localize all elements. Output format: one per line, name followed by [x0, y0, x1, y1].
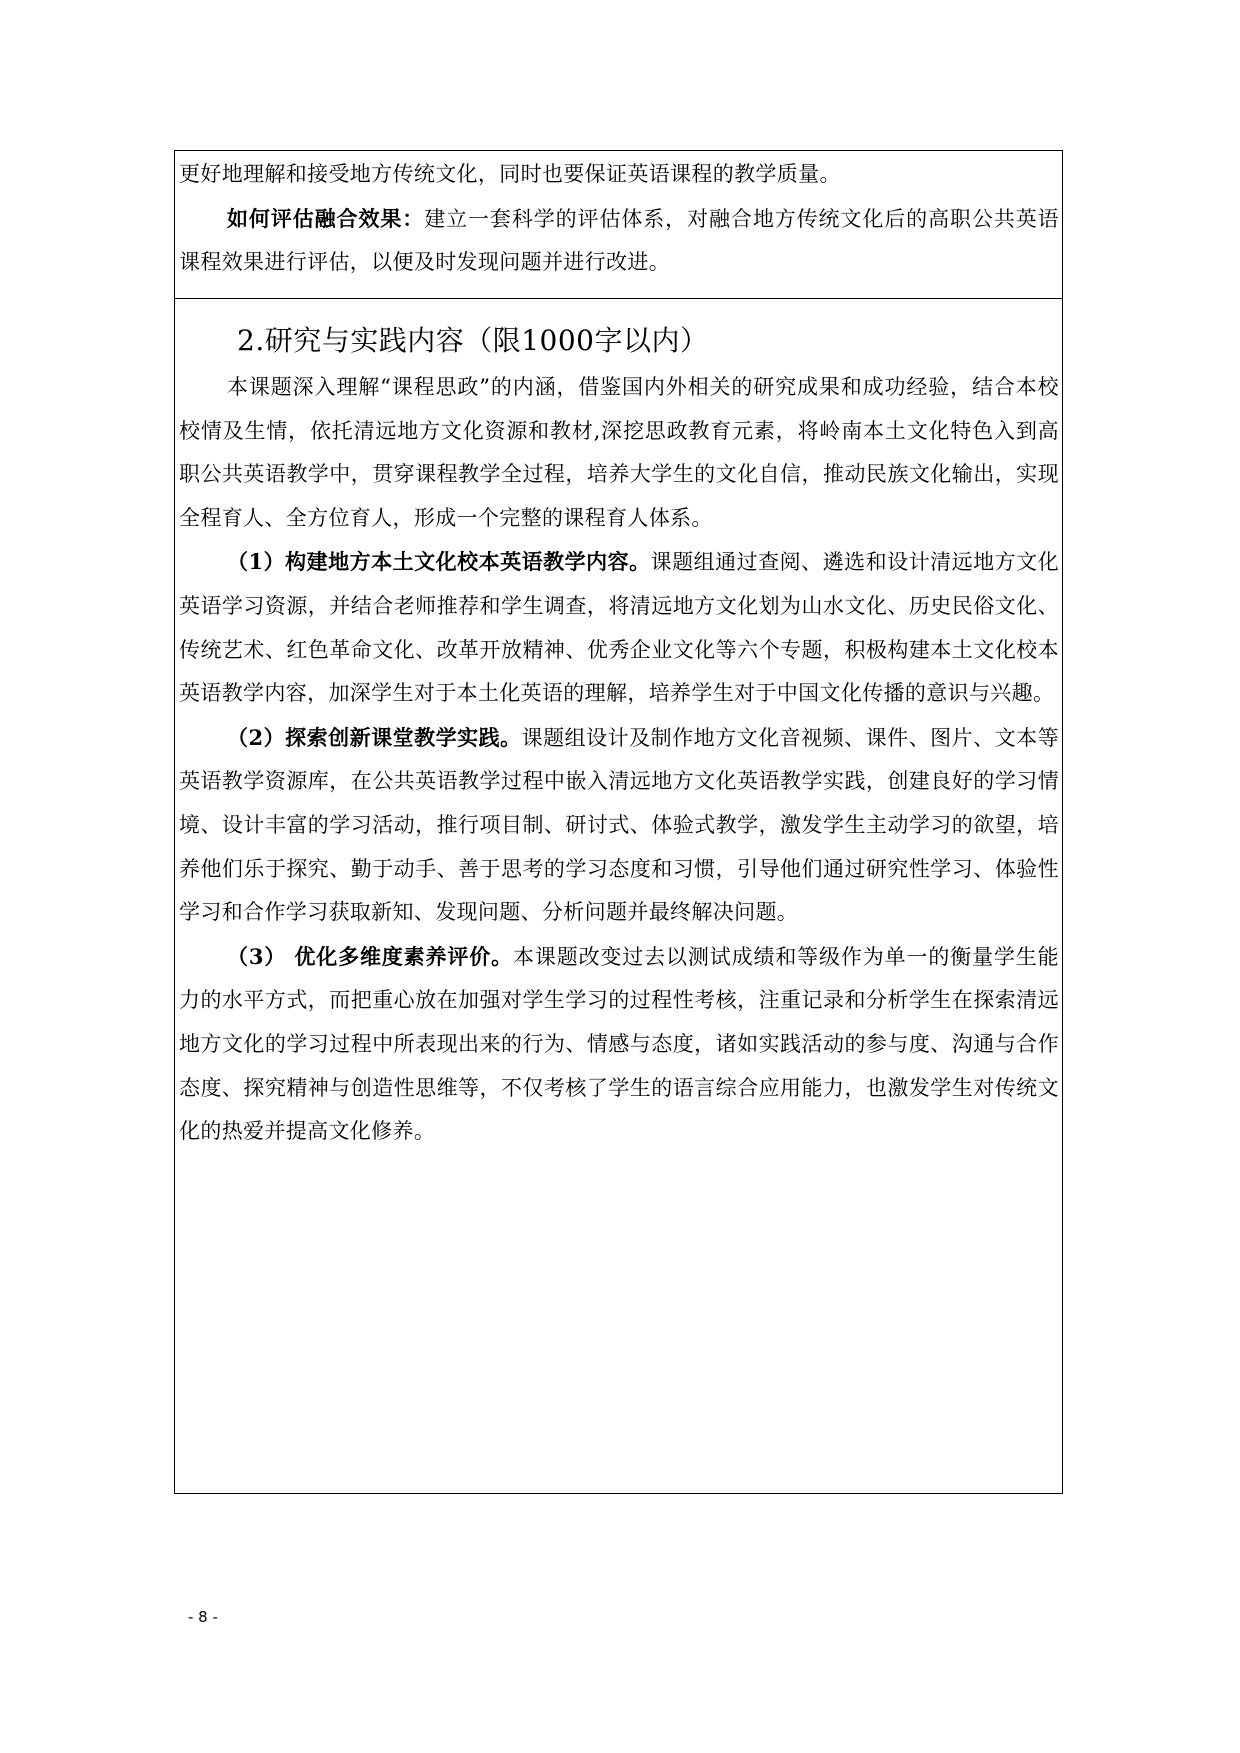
- item-3-text: 本课题改变过去以测试成绩和等级作为单一的衡量学生能力的水平方式，而把重心放在加强对学生学习的过程性考核，注重记录和分析学生在探索清远地方文化的学习过程中所表现出来的行为、情感与态度，诸如实践活动的参与度、沟通与合作态度、探究精神与创造性思维等，不仅考核了学生的语言综合应用能力，也激发学生对传统文化的热爱并提高文化修养。: [179, 944, 1059, 1144]
- paragraph-continued: 更好地理解和接受地方传统文化，同时也要保证英语课程的教学质量。: [179, 162, 841, 186]
- cell-text-block: [179, 366, 1059, 1154]
- evaluation-heading: 如何评估融合效果：: [227, 205, 425, 231]
- paragraph-item-2: [179, 716, 1059, 935]
- item-3-heading: （3） 优化多维度素养评价。: [227, 943, 513, 969]
- form-table: [174, 150, 1063, 1494]
- table-cell-research-content: [175, 299, 1062, 1493]
- paragraph-item-3: [179, 935, 1059, 1154]
- page-number: - 8 -: [188, 1608, 218, 1626]
- cell-text-block: [179, 153, 1059, 285]
- paragraph-item-1: [179, 540, 1059, 715]
- item-1-text: 课题组通过查阅、遴选和设计清远地方文化英语学习资源，并结合老师推荐和学生调查，将清远地方文化划为山水文化、历史民俗文化、传统艺术、红色革命文化、改革开放精神、优秀企业文化等六个专题，积极构建本土文化校本英语教学内容，加深学生对于本土化英语的理解，培养学生对于中国文化传播的意识与兴趣。: [179, 550, 1059, 706]
- section-title: 2.研究与实践内容（限1000字以内）: [237, 324, 709, 357]
- paragraph-intro: 本课题深入理解“课程思政”的内涵，借鉴国内外相关的研究成果和成功经验，结合本校校情及生情，依托清远地方文化资源和教材,深挖思政教育元素，将岭南本土文化特色入到高职公共英语教学中，贯穿课程教学全过程，培养大学生的文化自信，推动民族文化输出，实现全程育人、全方位育人，形成一个完整的课程育人体系。: [179, 375, 1059, 530]
- evaluation-text: 建立一套科学的评估体系，对融合地方传统文化后的高职公共英语课程效果进行评估，以便及时发现问题并进行改进。: [179, 206, 1059, 275]
- table-cell-previous-content: [175, 151, 1062, 299]
- item-2-text: 课题组设计及制作地方文化音视频、课件、图片、文本等英语教学资源库，在公共英语教学过程中嵌入清远地方文化英语教学实践，创建良好的学习情境、设计丰富的学习活动，推行项目制、研讨式、体验式教学，激发学生主动学习的欲望，培养他们乐于探究、勤于动手、善于思考的学习态度和习惯，引导他们通过研究性学习、体验性学习和合作学习获取新知、发现问题、分析问题并最终解决问题。: [179, 725, 1059, 925]
- item-2-heading: （2）探索创新课堂教学实践。: [227, 724, 522, 750]
- paragraph-evaluation: [179, 197, 1059, 285]
- item-1-heading: （1）构建地方本土文化校本英语教学内容。: [227, 549, 651, 575]
